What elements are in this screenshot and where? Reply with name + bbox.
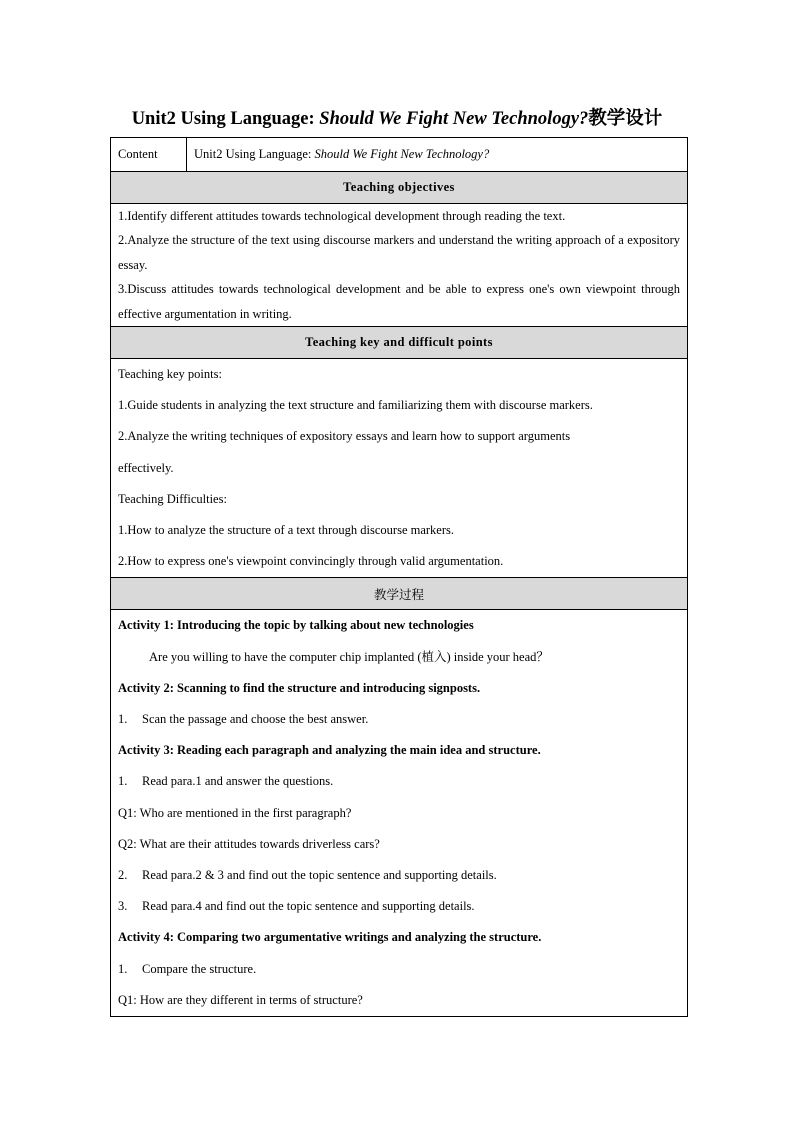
key-point-item: effectively. [118,460,174,475]
objectives-header-row [111,172,688,204]
step-number: 1. [118,774,128,789]
activity-question: Are you willing to have the computer chip implanted (植入) inside your head？ [149,649,549,664]
content-value-prefix: Unit2 Using Language: [194,147,315,161]
step-text: Read para.2 & 3 and find out the topic sentence and supporting details. [142,868,497,883]
title-suffix: 教学设计 [588,109,663,129]
content-value [187,138,688,172]
activity-question: Q1: Who are mentioned in the first paragraph? [118,805,352,820]
key-points-header-row [111,327,688,359]
key-points-cell [111,359,688,578]
key-point-item: 2.Analyze the writing techniques of expository essays and learn how to support arguments [118,429,571,444]
activity-step [118,891,680,922]
key-points-label: Teaching key points: [118,367,222,382]
lesson-plan-table [110,137,688,1017]
step-text: Read para.4 and find out the topic sentence and supporting details. [142,899,475,914]
document-title [0,104,794,130]
process-row [111,610,688,1017]
activity-heading: Activity 4: Comparing two argumentative writings and analyzing the structure. [118,930,542,945]
step-number: 2. [118,868,128,883]
key-points-row [111,359,688,578]
difficulty-item: 2.How to express one's viewpoint convincingly through valid argumentation. [118,554,504,569]
difficulty-item: 1.How to analyze the structure of a text through discourse markers. [118,523,455,538]
activity-step [118,954,680,985]
activity-step [118,860,680,891]
title-prefix: Unit2 Using Language: [131,109,320,129]
title-italic: Should We Fight New Technology? [319,109,589,129]
content-label: Content [111,138,187,172]
step-text: Compare the structure. [142,961,257,976]
step-text: Read para.1 and answer the questions. [142,774,334,789]
objective-item: 2.Analyze the structure of the text using discourse markers and understand the writing approach of a expository essay. [118,233,680,272]
step-number: 1. [118,712,128,727]
activity-step [118,704,680,735]
activity-question: Q2: What are their attitudes towards driverless cars? [118,836,380,851]
process-cell [111,610,688,1017]
content-value-italic: Should We Fight New Technology? [314,147,490,161]
activity-heading: Activity 2: Scanning to find the structure and introducing signposts. [118,680,481,695]
process-header-row [111,578,688,610]
process-header: 教学过程 [111,578,688,610]
content-row [111,138,688,172]
step-text: Scan the passage and choose the best answer. [142,712,369,727]
step-number: 1. [118,961,128,976]
objectives-cell [111,204,688,327]
activity-heading: Activity 1: Introducing the topic by talking about new technologies [118,618,474,633]
activity-heading: Activity 3: Reading each paragraph and analyzing the main idea and structure. [118,743,541,758]
difficulties-label: Teaching Difficulties: [118,491,227,506]
key-point-item: 1.Guide students in analyzing the text structure and familiarizing them with discourse markers. [118,398,593,413]
activity-question: Q1: How are they different in terms of structure? [118,992,363,1007]
objectives-header: Teaching objectives [111,172,688,204]
activity-step [118,766,680,797]
objective-item: 1.Identify different attitudes towards technological development through reading the text. [118,209,566,223]
objective-item: 3.Discuss attitudes towards technological development and be able to express one's own viewpoint through effective argumentation in writing. [118,282,680,321]
step-number: 3. [118,899,128,914]
key-points-header: Teaching key and difficult points [111,327,688,359]
objectives-row [111,204,688,327]
